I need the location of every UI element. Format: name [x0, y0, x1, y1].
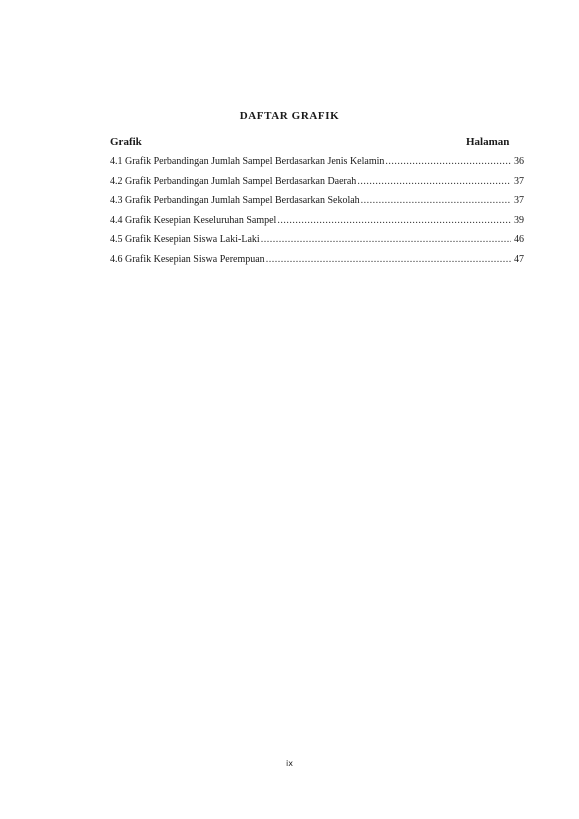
- toc-entry-page: 37: [514, 195, 524, 206]
- column-header-grafik: Grafik: [110, 136, 142, 148]
- toc-entry-page: 37: [514, 175, 524, 187]
- page-number: ix: [286, 759, 293, 768]
- toc-leader-dots: [361, 194, 511, 208]
- toc-entry-label: 4.4 Grafik Kesepian Keseluruhan Sampel: [110, 214, 277, 226]
- toc-entry: [110, 155, 524, 175]
- toc-entry: [110, 194, 524, 214]
- toc-leader-dots: [261, 233, 511, 247]
- toc-leader-dots: [266, 253, 511, 267]
- toc-entry-page: 46: [514, 234, 524, 245]
- toc-leader-dots: [385, 155, 511, 169]
- page-title: DAFTAR GRAFIK: [239, 110, 340, 122]
- toc-entry-label: 4.2 Grafik Perbandingan Jumlah Sampel Berdasarkan Daerah: [110, 175, 357, 187]
- toc-entry: [110, 253, 524, 273]
- toc-entry: [110, 233, 524, 253]
- table-of-figures: [110, 155, 524, 272]
- column-header-halaman: Halaman: [466, 136, 510, 148]
- toc-entry: [110, 175, 524, 195]
- toc-leader-dots: [277, 214, 511, 228]
- toc-entry-page: 47: [514, 253, 524, 265]
- toc-entry-label: 4.3 Grafik Perbandingan Jumlah Sampel Berdasarkan Sekolah: [110, 195, 360, 206]
- toc-entry-label: 4.6 Grafik Kesepian Siswa Perempuan: [110, 253, 265, 265]
- toc-entry: [110, 214, 524, 234]
- toc-leader-dots: [357, 175, 511, 189]
- toc-entry-page: 39: [514, 214, 524, 226]
- toc-entry-label: 4.5 Grafik Kesepian Siswa Laki-Laki: [110, 234, 260, 245]
- toc-entry-label: 4.1 Grafik Perbandingan Jumlah Sampel Berdasarkan Jenis Kelamin: [110, 156, 385, 167]
- toc-entry-page: 36: [514, 156, 524, 167]
